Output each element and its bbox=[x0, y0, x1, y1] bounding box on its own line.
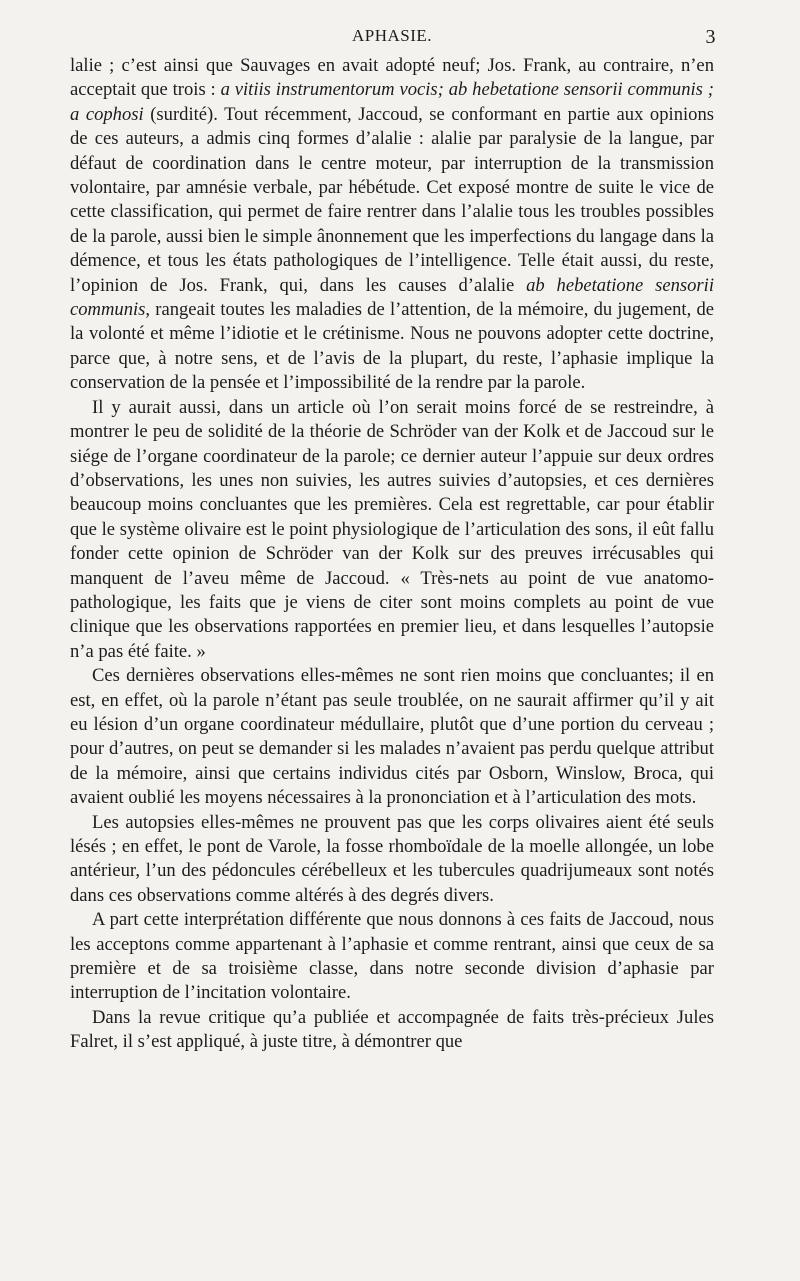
latin-term: ab hebetatione sensorii communis bbox=[70, 274, 714, 321]
text-run: (surdité). Tout récemment, Jaccoud, se conformant en partie aux opinions de ces auteurs, a admis cinq formes d’alalie : alalie par paralysie de la langue, par défaut de coordination dans le centre moteur, par interruption de la transmission volontaire, par amnésie verbale, par hébétude. Cet exposé montre de suite le vice de cette classification, qui permet de faire rentrer dans l’alalie tous les troubles possibles de la parole, aussi bien le simple ânonnement que les imperfections du langage dans la démence, et tous les états pathologiques de l’intelligence. Telle était aussi, du reste, l’opinion de Jos. Frank, qui, dans les causes d’alalie bbox=[70, 103, 714, 296]
paragraph bbox=[70, 664, 714, 810]
text-run: Il y aurait aussi, dans un article où l’on serait moins forcé de se restreindre, à montrer le peu de solidité de la théorie de Schröder van der Kolk et de Jaccoud sur le siége de l’organe coordinateur de la parole; ce dernier auteur l’appuie sur deux ordres d’observations, les unes non suivies, les autres suivies d’autopsies, et ces dernières beaucoup moins concluantes que les premières. Cela est regrettable, car pour établir que le système olivaire est le point physiologique de l’articulation des sons, il eût fallu fonder cette opinion de Schröder van der Kolk sur des preuves irrécusables qui manquent de l’aveu même de Jaccoud. « Très-nets au point de vue anatomo-pathologique, les faits que je viens de citer sont moins complets au point de vue clinique que les observations rapportées en premier lieu, et dans lesquelles l’autopsie n’a pas été faite. » bbox=[70, 396, 714, 662]
page-number: 3 bbox=[705, 26, 716, 48]
running-head bbox=[70, 20, 714, 50]
paragraph bbox=[70, 54, 714, 396]
text-run: lalie ; c’est ainsi que Sauvages en avait adopté neuf; Jos. Frank, au contraire, n’en acceptait que trois : bbox=[70, 55, 714, 101]
paragraph bbox=[70, 908, 714, 1006]
text-run: Dans la revue critique qu’a publiée et accompagnée de faits très-précieux Jules Falret, il s’est appliqué, à juste titre, à démontrer que bbox=[70, 1006, 714, 1053]
paragraph bbox=[70, 811, 714, 909]
body-text bbox=[70, 54, 714, 1055]
latin-term: a vitiis instrumentorum vocis; ab hebetatione sensorii communis ; a cophosi bbox=[70, 79, 714, 125]
paragraph bbox=[70, 1006, 714, 1055]
text-run: , rangeait toutes les maladies de l’attention, de la mémoire, du jugement, de la volonté et même l’idiotie et le crétinisme. Nous ne pouvons adopter cette doctrine, parce que, à notre sens, et de l’avis de la plupart, du reste, l’aphasie implique la conservation de la pensée et l’impossibilité de la rendre par la parole. bbox=[70, 299, 714, 394]
paragraph bbox=[70, 396, 714, 664]
text-run: A part cette interprétation différente que nous donnons à ces faits de Jaccoud, nous les acceptons comme appartenant à l’aphasie et comme rentrant, ainsi que ceux de sa première et de sa troisième classe, dans notre seconde division d’aphasie par interruption de l’incitation volontaire. bbox=[70, 909, 714, 1004]
text-run: Les autopsies elles-mêmes ne prouvent pas que les corps olivaires aient été seuls lésés ; en effet, le pont de Varole, la fosse rhomboïdale de la moelle allongée, un lobe antérieur, l’un des pédoncules cérébelleux et les tubercules quadrijumeaux sont notés dans ces observations comme altérés à des degrés divers. bbox=[70, 811, 714, 906]
running-title: APHASIE. bbox=[351, 26, 433, 45]
text-run: Ces dernières observations elles-mêmes ne sont rien moins que concluantes; il en est, en effet, où la parole n’étant pas seule troublée, on ne saurait affirmer qu’il y ait eu lésion d’un organe coordinateur médullaire, plutôt que d’une portion du cerveau ; pour d’autres, on peut se demander si les malades n’avaient pas perdu quelque attribut de la mémoire, ainsi que certains individus cités par Osborn, Winslow, Broca, qui avaient oublié les moyens nécessaires à la prononciation et à l’articulation des mots. bbox=[70, 665, 714, 809]
